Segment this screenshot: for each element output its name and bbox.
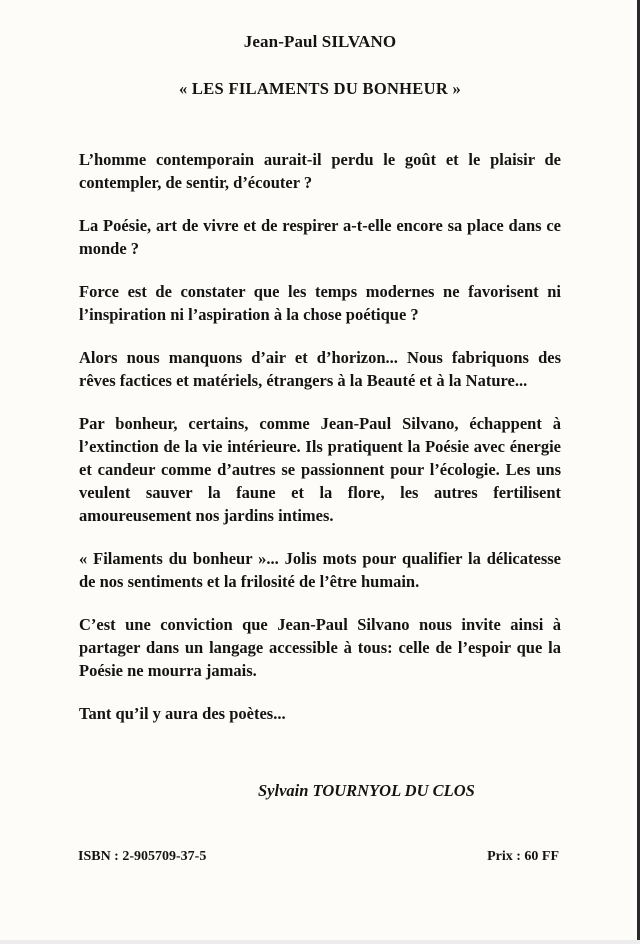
page-edge-bottom	[0, 940, 640, 944]
paragraph: Alors nous manquons d’air et d’horizon... Nous fabriquons des rêves factices et matériels, étrangers à la Beauté et à la Nature...	[79, 348, 561, 390]
isbn-label: ISBN : 2-905709-37-5	[78, 849, 207, 864]
paragraph: « Filaments du bonheur »... Jolis mots pour qualifier la délicatesse de nos sentiments et la frilosité de l’être humain.	[79, 549, 561, 591]
paragraph: Force est de constater que les temps modernes ne favorisent ni l’inspiration ni l’aspiration à la chose poétique ?	[79, 282, 561, 324]
blurb-text	[79, 148, 561, 745]
paragraph: La Poésie, art de vivre et de respirer a-t-elle encore sa place dans ce monde ?	[79, 216, 561, 258]
book-title: « LES FILAMENTS DU BONHEUR »	[178, 79, 462, 98]
signature: Sylvain TOURNYOL DU CLOS	[258, 781, 475, 800]
price-label: Prix : 60 FF	[487, 849, 559, 864]
paragraph: Tant qu’il y aura des poètes...	[79, 704, 286, 723]
paragraph: L’homme contemporain aurait-il perdu le goût et le plaisir de contempler, de sentir, d’écouter ?	[79, 150, 561, 192]
author-name: Jean-Paul SILVANO	[243, 32, 397, 51]
paragraph: C’est une conviction que Jean-Paul Silvano nous invite ainsi à partager dans un langage accessible à tous: celle de l’espoir que la Poésie ne mourra jamais.	[79, 615, 561, 680]
paragraph: Par bonheur, certains, comme Jean-Paul Silvano, échappent à l’extinction de la vie intérieure. Ils pratiquent la Poésie avec énergie et candeur comme d’autres se passionnent pour l’écologie. Les uns veulent sauver la faune et la flore, les autres fertilisent amoureusement nos jardins intimes.	[79, 414, 561, 525]
